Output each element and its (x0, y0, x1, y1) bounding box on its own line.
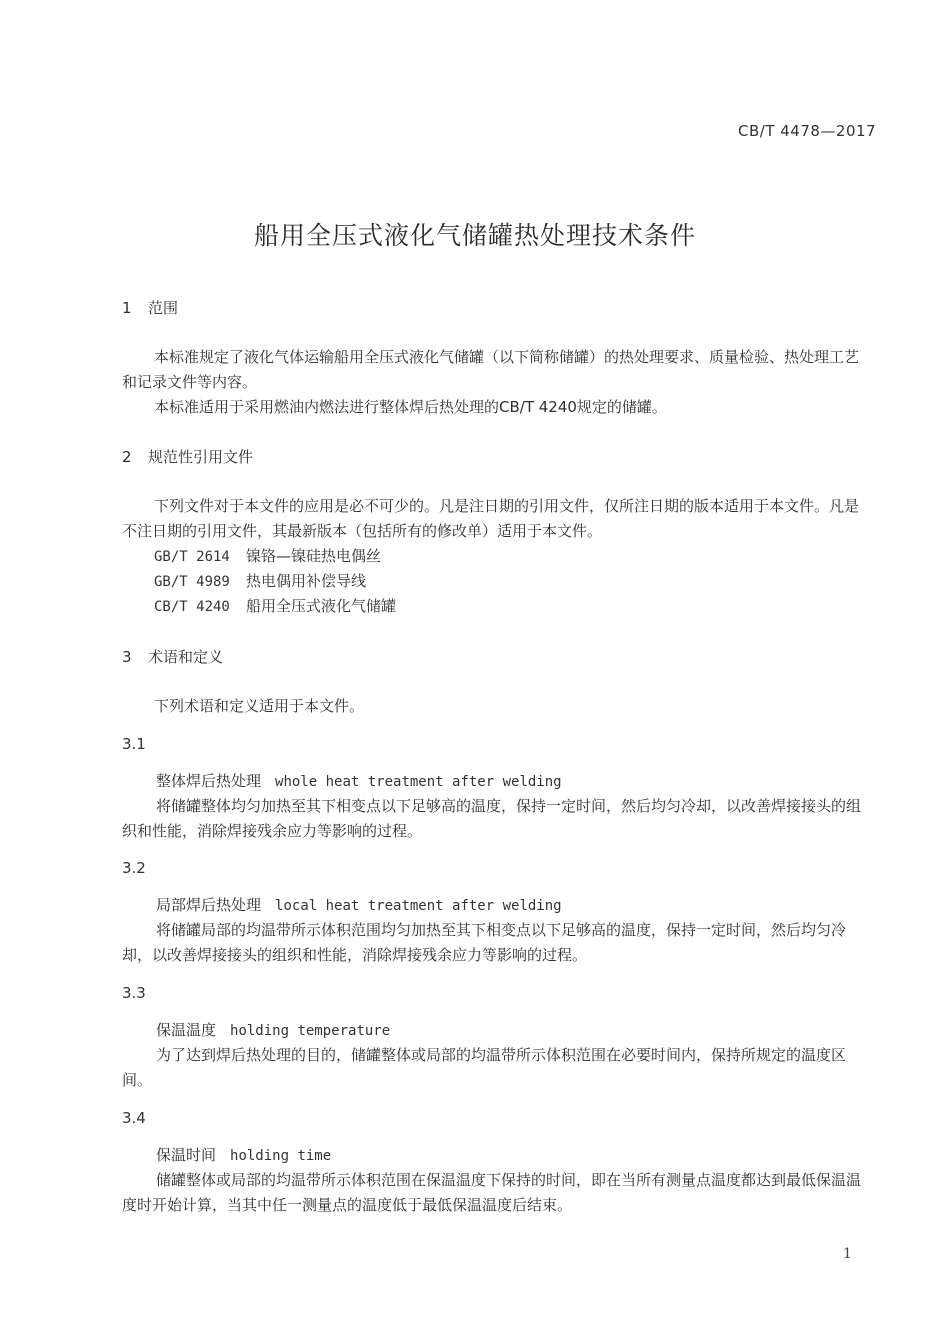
reference-code: CB/T 4240 (154, 599, 230, 615)
reference-item (154, 545, 381, 566)
reference-title: 镍铬—镍硅热电偶丝 (246, 547, 382, 565)
clause-number: 3.4 (122, 1109, 146, 1127)
term-definition: 将储罐整体均匀加热至其下相变点以下足够高的温度，保持一定时间，然后均匀冷却，以改善焊接接头的组织和性能，消除焊接残余应力等影响的过程。 (122, 797, 862, 840)
section-number: 2 (122, 448, 132, 466)
term-definition: 将储罐局部的均温带所示体积范围均匀加热至其下相变点以下足够高的温度，保持一定时间，然后均匀冷却，以改善焊接接头的组织和性能，消除焊接残余应力等影响的过程。 (122, 921, 847, 964)
reference-code: GB/T 4989 (154, 574, 230, 590)
reference-title: 热电偶用补偿导线 (246, 572, 367, 590)
term-english: local heat treatment after welding (275, 898, 562, 914)
term-english: whole heat treatment after welding (275, 774, 562, 790)
reference-item (154, 570, 366, 591)
term-chinese: 保温温度 (156, 1021, 217, 1039)
clause-number: 3.1 (122, 735, 146, 753)
section-title: 范围 (148, 299, 179, 317)
term-heading (156, 1144, 331, 1165)
section-title: 术语和定义 (148, 648, 224, 666)
term-heading (156, 894, 562, 915)
term-heading (156, 770, 562, 791)
section-1-paragraph-2: 本标准适用于采用燃油内燃法进行整体焊后热处理的CB/T 4240规定的储罐。 (154, 398, 667, 416)
document-title: 船用全压式液化气储罐热处理技术条件 (253, 221, 696, 250)
section-2-paragraph-1: 下列文件对于本文件的应用是必不可少的。凡是注日期的引用文件，仅所注日期的版本适用于本文件。凡是不注日期的引用文件，其最新版本（包括所有的修改单）适用于本文件。 (122, 497, 860, 540)
term-chinese: 整体焊后热处理 (156, 772, 262, 790)
term-chinese: 保温时间 (156, 1146, 217, 1164)
term-chinese: 局部焊后热处理 (156, 896, 262, 914)
section-3-paragraph-1: 下列术语和定义适用于本文件。 (154, 697, 365, 715)
reference-title: 船用全压式液化气储罐 (246, 597, 397, 615)
section-number: 1 (122, 299, 132, 317)
reference-item (154, 595, 396, 616)
clause-number: 3.3 (122, 984, 146, 1002)
term-english: holding time (230, 1148, 332, 1164)
section-3-heading (122, 646, 223, 667)
section-number: 3 (122, 648, 132, 666)
term-definition: 为了达到焊后热处理的目的，储罐整体或局部的均温带所示体积范围在必要时间内，保持所规定的温度区间。 (122, 1046, 847, 1089)
reference-code: GB/T 2614 (154, 549, 230, 565)
page-number: 1 (843, 1246, 852, 1262)
section-2-heading (122, 446, 253, 467)
clause-number: 3.2 (122, 859, 146, 877)
term-definition: 储罐整体或局部的均温带所示体积范围在保温温度下保持的时间，即在当所有测量点温度都达到最低保温温度时开始计算，当其中任一测量点的温度低于最低保温温度后结束。 (122, 1171, 862, 1214)
term-english: holding temperature (230, 1023, 391, 1039)
section-title: 规范性引用文件 (148, 448, 254, 466)
term-heading (156, 1019, 390, 1040)
standard-number: CB/T 4478—2017 (738, 122, 877, 140)
section-1-paragraph-1: 本标准规定了液化气体运输船用全压式液化气储罐（以下简称储罐）的热处理要求、质量检验、热处理工艺和记录文件等内容。 (122, 348, 860, 391)
section-1-heading (122, 297, 178, 318)
